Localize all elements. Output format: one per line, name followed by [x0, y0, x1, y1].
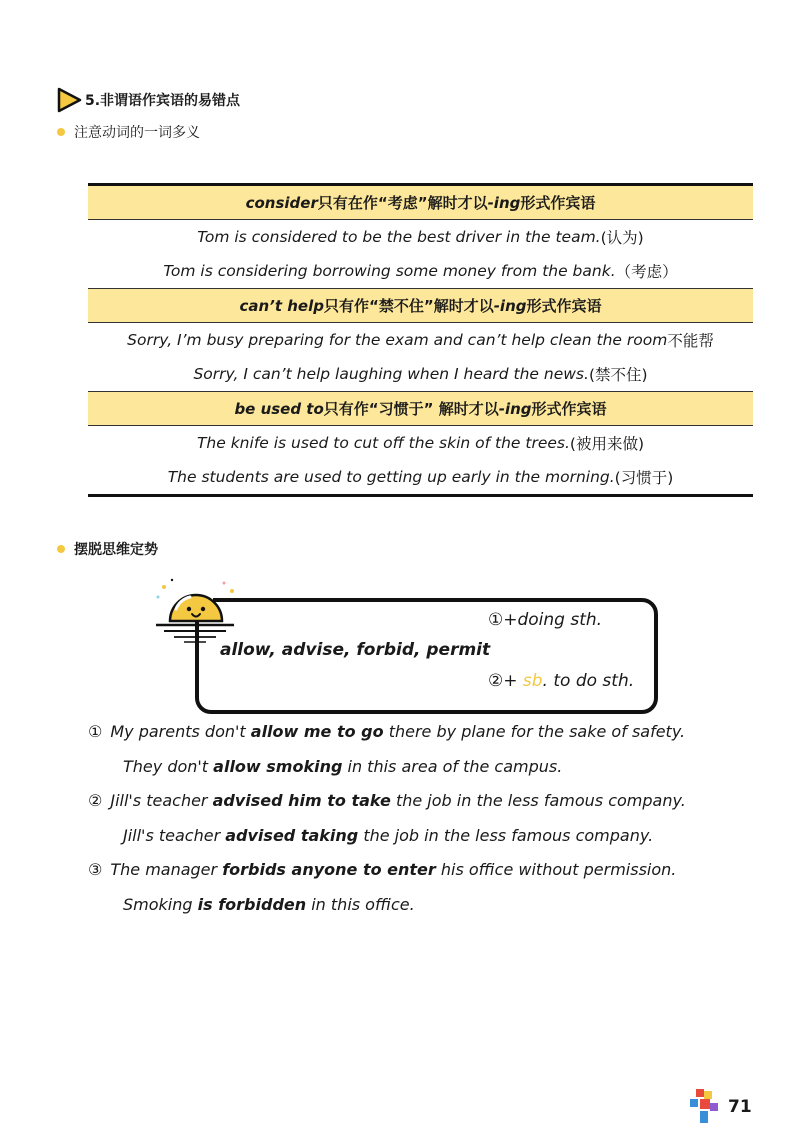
table-header-row: consider 只有在作“考虑”解时才以 -ing 形式作宾语	[88, 186, 753, 220]
play-icon	[55, 86, 83, 114]
table-row: Tom is considering borrowing some money from the bank. （考虑）	[163, 262, 678, 281]
bullet-polysemy	[57, 122, 200, 142]
example-sentence: ② Jill's teacher advised him to take the job in the less famous company.	[88, 791, 686, 810]
example-sentence: ③ The manager forbids anyone to enter his office without permission.	[88, 860, 677, 879]
diagram-option-to-do: ②+ sb. to do sth.	[488, 671, 635, 691]
section-heading	[55, 86, 240, 114]
bullet-dot-icon	[57, 545, 65, 553]
example-sentence: They don't allow smoking in this area of the campus.	[123, 757, 563, 776]
diagram-option-doing: ①+doing sth.	[488, 610, 603, 630]
diagram-verbs: allow, advise, forbid, permit	[220, 640, 491, 660]
puzzle-logo-icon	[690, 1089, 720, 1125]
bullet-text: 注意动词的一词多义	[74, 125, 200, 141]
bullet-mindset	[57, 539, 158, 559]
usage-table	[88, 183, 753, 497]
table-row: Sorry, I can’t help laughing when I heard the news. (禁不住)	[193, 365, 648, 384]
section-title: 5.非谓语作宾语的易错点	[85, 93, 241, 109]
table-row: The students are used to getting up early in the morning. (习惯于)	[167, 468, 674, 487]
table-row: The knife is used to cut off the skin of the trees. (被用来做)	[196, 434, 645, 453]
bullet-dot-icon	[57, 128, 65, 136]
page-number: 71	[728, 1097, 752, 1117]
bullet-text: 摆脱思维定势	[74, 542, 158, 558]
example-sentence: Smoking is forbidden in this office.	[123, 895, 415, 914]
table-header-row: can’t help 只有作“禁不住”解时才以 -ing 形式作宾语	[88, 288, 753, 323]
example-sentence: Jill's teacher advised taking the job in the less famous company.	[123, 826, 654, 845]
example-sentence: ① My parents don't allow me to go there by plane for the sake of safety.	[88, 722, 686, 741]
table-header-row: be used to 只有作“习惯于” 解时才以 -ing 形式作宾语	[88, 391, 753, 426]
sb-highlight: sb	[522, 671, 543, 691]
table-row: Sorry, I’m busy preparing for the exam and can’t help clean the room 不能帮	[127, 331, 714, 350]
table-row: Tom is considered to be the best driver in the team. (认为)	[197, 228, 644, 247]
